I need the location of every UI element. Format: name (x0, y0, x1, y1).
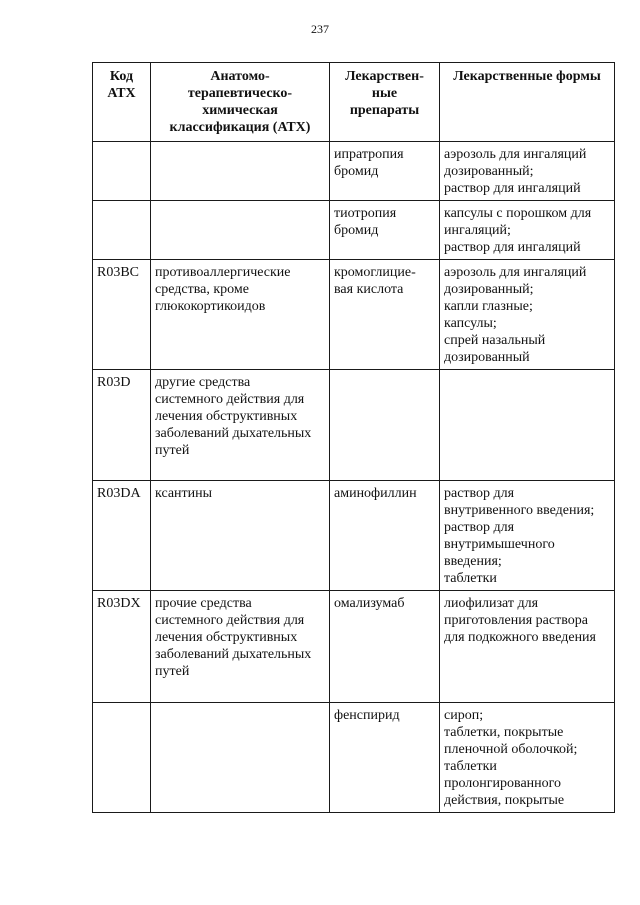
drug-cell: ипратропия бромид (330, 142, 440, 201)
header-drugs: Лекарствен- ные препараты (330, 63, 440, 142)
table-row (93, 142, 615, 201)
forms-cell: аэрозоль для ингаляций дозированный; капли глазные; капсулы; спрей назальный дозированный (440, 260, 615, 370)
table-row (93, 201, 615, 260)
classification-cell (151, 703, 330, 813)
classification-cell (151, 142, 330, 201)
forms-cell (440, 370, 615, 481)
table-row (93, 260, 615, 370)
forms-cell: капсулы с порошком для ингаляций; раствор для ингаляций (440, 201, 615, 260)
code-cell: R03BC (93, 260, 151, 370)
table-row (93, 481, 615, 591)
code-cell (93, 201, 151, 260)
code-cell: R03DA (93, 481, 151, 591)
drug-cell: аминофиллин (330, 481, 440, 591)
header-forms: Лекарственные формы (440, 63, 615, 142)
table-row (93, 703, 615, 813)
classification-cell: ксантины (151, 481, 330, 591)
forms-cell: лиофилизат для приготовления раствора для подкожного введения (440, 591, 615, 703)
classification-cell: другие средства системного действия для лечения обструктивных заболеваний дыхательных путей (151, 370, 330, 481)
table-header-row (93, 63, 615, 142)
code-cell (93, 703, 151, 813)
header-code: Код АТХ (93, 63, 151, 142)
forms-cell: сироп; таблетки, покрытые пленочной оболочкой; таблетки пролонгированного действия, покрытые (440, 703, 615, 813)
header-classification: Анатомо- терапевтическо- химическая классификация (АТХ) (151, 63, 330, 142)
forms-cell: аэрозоль для ингаляций дозированный; раствор для ингаляций (440, 142, 615, 201)
code-cell: R03D (93, 370, 151, 481)
drug-cell: тиотропия бромид (330, 201, 440, 260)
forms-cell: раствор для внутривенного введения; раствор для внутримышечного введения; таблетки (440, 481, 615, 591)
atx-table (92, 62, 615, 813)
table-row (93, 591, 615, 703)
table-row (93, 370, 615, 481)
classification-cell: прочие средства системного действия для лечения обструктивных заболеваний дыхательных путей (151, 591, 330, 703)
drug-cell: кромоглицие- вая кислота (330, 260, 440, 370)
code-cell: R03DX (93, 591, 151, 703)
drug-cell (330, 370, 440, 481)
classification-cell: противоаллергические средства, кроме глюкокортикоидов (151, 260, 330, 370)
drug-cell: омализумаб (330, 591, 440, 703)
drug-cell: фенспирид (330, 703, 440, 813)
code-cell (93, 142, 151, 201)
page-number: 237 (311, 22, 329, 36)
classification-cell (151, 201, 330, 260)
